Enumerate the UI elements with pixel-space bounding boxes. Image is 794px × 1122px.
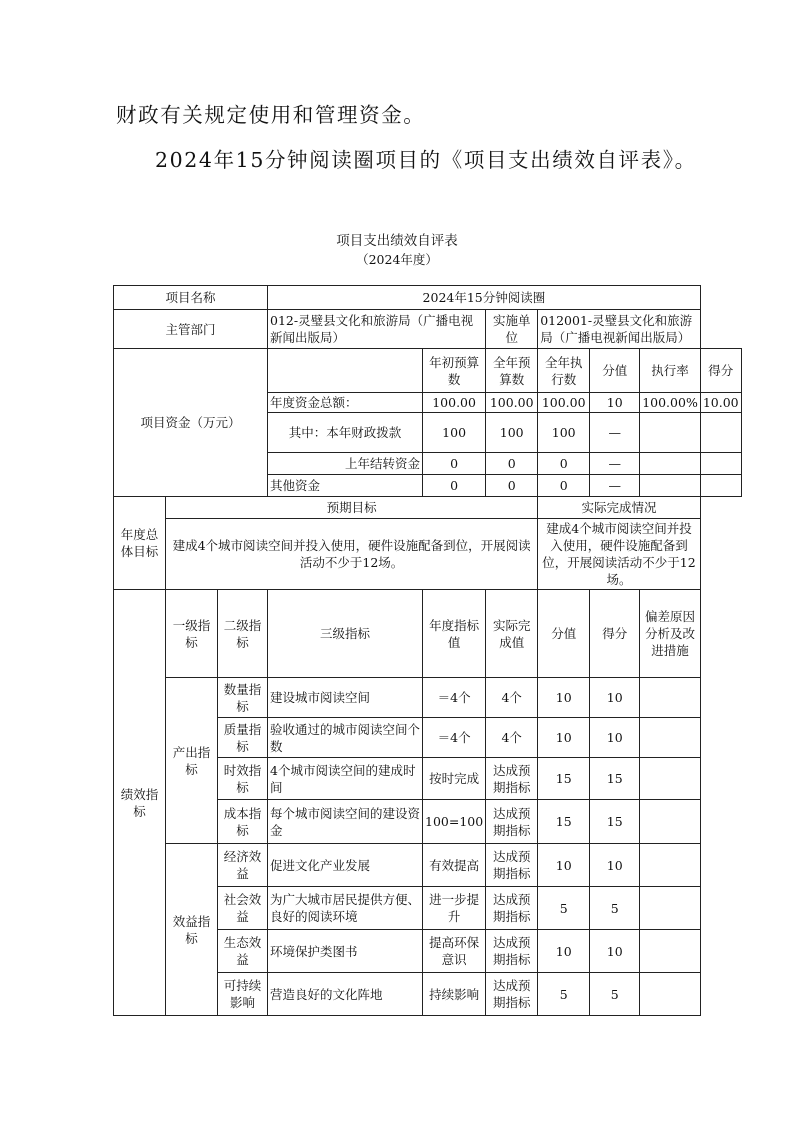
paragraph-2: 2024年15分钟阅读圈项目的《项目支出绩效自评表》。: [155, 148, 697, 172]
deviation-cell: [640, 678, 701, 718]
funds-cell: [640, 413, 701, 453]
score-value: 10: [538, 678, 590, 718]
target-value: 持续影响: [423, 973, 486, 1016]
target-value: 提高环保意识: [423, 930, 486, 973]
value-department: 012-灵璧县文化和旅游局（广播电视新闻出版局）: [268, 310, 486, 349]
level3-indicator: 建设城市阅读空间: [268, 678, 423, 718]
funds-header: 年初预算数: [423, 349, 486, 393]
funds-cell: [640, 475, 701, 497]
level3-indicator: 营造良好的文化阵地: [268, 973, 423, 1016]
target-value: 100=100: [423, 800, 486, 844]
funds-cell: 100: [486, 413, 538, 453]
funds-cell: 100.00: [423, 393, 486, 413]
row-goal-header: [114, 497, 742, 519]
funds-cell: [700, 453, 741, 475]
target-value: ＝4个: [423, 678, 486, 718]
deviation-cell: [640, 800, 701, 844]
funds-cell: 0: [486, 475, 538, 497]
funds-row-label: 上年结转资金: [268, 453, 423, 475]
level2-indicator: 生态效益: [218, 930, 268, 973]
funds-header-blank: [268, 349, 423, 393]
got-value: 10: [590, 844, 640, 887]
label-funds: 项目资金（万元）: [114, 349, 268, 497]
value-project-name: 2024年15分钟阅读圈: [268, 286, 701, 310]
funds-cell: 100: [538, 413, 590, 453]
target-value: 按时完成: [423, 758, 486, 800]
goal-actual-text: 建成4个城市阅读空间并投入使用，硬件设施配备到位，开展阅读活动不少于12场。: [538, 519, 701, 590]
level3-indicator: 4个城市阅读空间的建成时间: [268, 758, 423, 800]
actual-value: 达成预期指标: [486, 800, 538, 844]
target-value: ＝4个: [423, 718, 486, 758]
score-value: 5: [538, 887, 590, 930]
funds-row-label: 其他资金: [268, 475, 423, 497]
got-value: 5: [590, 887, 640, 930]
level2-indicator: 质量指标: [218, 718, 268, 758]
indicator-header: 实际完成值: [486, 590, 538, 678]
funds-row-label: 其中：本年财政拨款: [268, 413, 423, 453]
got-value: 10: [590, 678, 640, 718]
actual-value: 达成预期指标: [486, 887, 538, 930]
label-performance: 绩效指标: [114, 590, 166, 1016]
funds-header: 执行率: [640, 349, 701, 393]
funds-cell: 0: [486, 453, 538, 475]
row-goal-content: [114, 519, 742, 590]
funds-cell: 10: [590, 393, 640, 413]
score-value: 10: [538, 844, 590, 887]
level3-indicator: 为广大城市居民提供方便、良好的阅读环境: [268, 887, 423, 930]
funds-cell: [640, 453, 701, 475]
indicator-header: 一级指标: [166, 590, 218, 678]
funds-cell: 100.00: [486, 393, 538, 413]
label-actual: 实际完成情况: [538, 497, 701, 519]
row-project-name: [114, 286, 742, 310]
performance-table: [113, 285, 742, 1016]
funds-cell: 100: [423, 413, 486, 453]
funds-cell: 100.00%: [640, 393, 701, 413]
row-indicator-header: [114, 590, 742, 678]
target-value: 有效提高: [423, 844, 486, 887]
funds-cell: 100.00: [538, 393, 590, 413]
score-value: 5: [538, 973, 590, 1016]
funds-cell: 0: [423, 475, 486, 497]
indicator-header: 得分: [590, 590, 640, 678]
indicator-header: 偏差原因分析及改进措施: [640, 590, 701, 678]
level2-indicator: 可持续影响: [218, 973, 268, 1016]
value-implementer: 012001-灵璧县文化和旅游局（广播电视新闻出版局）: [538, 310, 701, 349]
indicator-header: 二级指标: [218, 590, 268, 678]
deviation-cell: [640, 718, 701, 758]
funds-header: 分值: [590, 349, 640, 393]
got-value: 10: [590, 930, 640, 973]
level3-indicator: 环境保护类图书: [268, 930, 423, 973]
actual-value: 达成预期指标: [486, 930, 538, 973]
funds-row-label: 年度资金总额：: [268, 393, 423, 413]
indicator-row: [114, 844, 742, 887]
label-department: 主管部门: [114, 310, 268, 349]
got-value: 15: [590, 758, 640, 800]
score-value: 15: [538, 800, 590, 844]
level2-indicator: 数量指标: [218, 678, 268, 718]
row-department: [114, 310, 742, 349]
funds-header: 全年预算数: [486, 349, 538, 393]
target-value: 进一步提升: [423, 887, 486, 930]
label-annual-goal: 年度总体目标: [114, 497, 166, 590]
actual-value: 达成预期指标: [486, 844, 538, 887]
funds-cell: —: [590, 413, 640, 453]
funds-cell: [700, 413, 741, 453]
label-project-name: 项目名称: [114, 286, 268, 310]
level2-indicator: 社会效益: [218, 887, 268, 930]
indicator-row: [114, 678, 742, 718]
deviation-cell: [640, 844, 701, 887]
deviation-cell: [640, 758, 701, 800]
level2-indicator: 时效指标: [218, 758, 268, 800]
funds-cell: [700, 475, 741, 497]
funds-cell: 0: [538, 453, 590, 475]
score-value: 15: [538, 758, 590, 800]
funds-header: 全年执行数: [538, 349, 590, 393]
funds-cell: —: [590, 453, 640, 475]
funds-header: 得分: [700, 349, 741, 393]
actual-value: 4个: [486, 678, 538, 718]
funds-cell: 0: [423, 453, 486, 475]
funds-cell: 10.00: [700, 393, 741, 413]
level1-indicator: 产出指标: [166, 678, 218, 844]
table-title: 项目支出绩效自评表: [336, 233, 458, 249]
level1-indicator: 效益指标: [166, 844, 218, 1016]
got-value: 5: [590, 973, 640, 1016]
indicator-header: 三级指标: [268, 590, 423, 678]
deviation-cell: [640, 930, 701, 973]
label-expected: 预期目标: [166, 497, 538, 519]
deviation-cell: [640, 973, 701, 1016]
level3-indicator: 促进文化产业发展: [268, 844, 423, 887]
funds-cell: —: [590, 475, 640, 497]
level2-indicator: 成本指标: [218, 800, 268, 844]
paragraph-1: 财政有关规定使用和管理资金。: [116, 103, 426, 127]
deviation-cell: [640, 887, 701, 930]
got-value: 10: [590, 718, 640, 758]
label-implementer: 实施单位: [486, 310, 538, 349]
got-value: 15: [590, 800, 640, 844]
level2-indicator: 经济效益: [218, 844, 268, 887]
indicator-header: 年度指标值: [423, 590, 486, 678]
level3-indicator: 每个城市阅读空间的建设资金: [268, 800, 423, 844]
level3-indicator: 验收通过的城市阅读空间个数: [268, 718, 423, 758]
actual-value: 达成预期指标: [486, 758, 538, 800]
score-value: 10: [538, 930, 590, 973]
row-funds-header: [114, 349, 742, 393]
goal-expected-text: 建成4个城市阅读空间并投入使用，硬件设施配备到位，开展阅读活动不少于12场。: [166, 519, 538, 590]
table-year: （2024年度）: [356, 252, 438, 267]
funds-cell: 0: [538, 475, 590, 497]
actual-value: 达成预期指标: [486, 973, 538, 1016]
score-value: 10: [538, 718, 590, 758]
indicator-header: 分值: [538, 590, 590, 678]
actual-value: 4个: [486, 718, 538, 758]
